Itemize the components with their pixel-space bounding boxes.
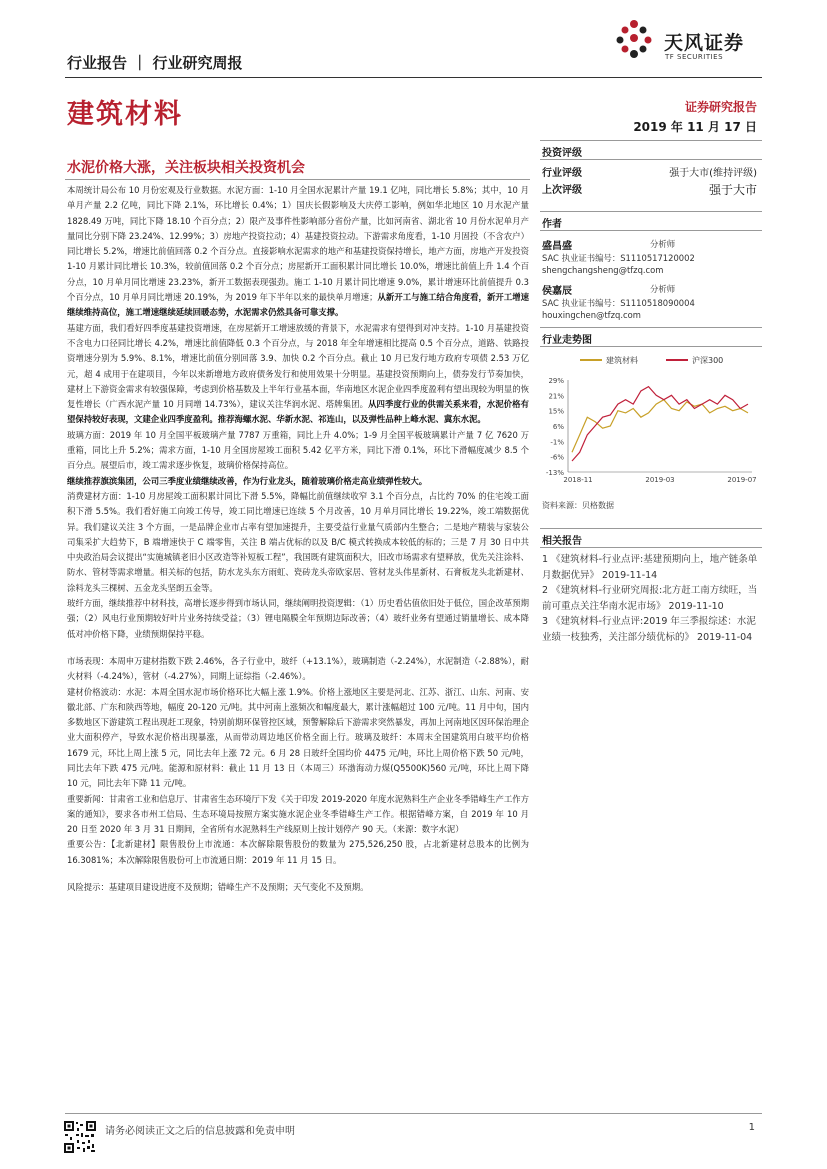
prev-rating-value: 强于大市 xyxy=(708,183,757,197)
disclaimer-link[interactable]: 请务必阅读正文之后的信息披露和免责申明 xyxy=(105,1126,295,1137)
brand-sub: TF SECURITIES xyxy=(665,53,724,61)
report-type: 证券研究报告 xyxy=(684,100,757,114)
related-report-link[interactable]: 3 《建筑材料-行业点评:2019 年三季报综述：水泥业绩一枝独秀，关注部分绩优标的》 2019-11-04 xyxy=(542,616,756,643)
related-report-link[interactable]: 1 《建筑材料-行业点评:基建预期向上，地产链条单月数据优异》 2019-11-14 xyxy=(542,554,758,581)
header-divider xyxy=(65,77,762,78)
y-tick-label: 15% xyxy=(548,407,564,416)
y-tick-label: 6% xyxy=(552,423,564,431)
body-paragraph: 建材价格波动：水泥：本周全国水泥市场价格环比大幅上涨 1.9%。价格上涨地区主要是河北、江苏、浙江、山东、河南、安徽北部、广东和陕西等地，幅度 20-120 元/吨。其中河南上涨频次和幅度最大，累计涨幅超过 100 元/吨。11 月中旬，国内多数地区下游建筑工程出现赶工现象，特别前期环保管控区域，预警解除后下游需求突然暴发，再加上河南地区因环保治理企业大面积停产，导致水泥价格出现暴涨，从而带动周边地区价格全面上行。玻璃及玻纤：本周末全国建筑用白玻平均价格 1679 元，环比上周上涨 5 元，同比去年上涨 72 元。6 月 28 日玻纤全国均价 4475 元/吨，环比上周价格下跌 50 元/吨，同比去年下跌 475 元/吨。能源和原材料：截止 11 月 13 日（本周三）环渤海动力煤(Q5500K)560 元/吨，环比上周下降 10 元，同比去年下降 11 元/吨。 xyxy=(67,686,529,789)
related-report-link[interactable]: 2 《建筑材料-行业研究周报:北方赶工南方续旺，当前可重点关注华南水泥市场》 2019-11-10 xyxy=(542,585,758,612)
body-paragraph: 重要新闻：甘肃省工业和信息厅、甘肃省生态环境厅下发《关于印发 2019-2020 年度水泥熟料生产企业冬季错峰生产工作方案的通知》，要求各市州工信局、生态环境局按照方案实施水泥企业冬季错峰生产工作。根据错峰方案，自 2019 年 10 月 20 日至 2020 年 3 月 31 日期间，全省所有水泥熟料生产线原则上按计划停产 90 天。（来源：数字水泥） xyxy=(67,793,529,835)
page-title: 建筑材料 xyxy=(67,99,183,130)
body-paragraph: 玻纤方面，继续推荐中材科技，高增长逐步得到市场认同，继续阐明投资逻辑：（1）历史看估值依旧处于低位，国企改革预期强；（2）风电行业预期较好叶片业务持续受益；（3）锂电隔膜全年预期边际改善；（4）玻纤业务有望通过销量增长、成本降低对冲价格下降，业绩预期保持平稳。 xyxy=(67,598,529,639)
headline: 水泥价格大涨，关注板块相关投资机会 xyxy=(67,160,305,176)
x-tick-label: 2019-07 xyxy=(727,476,757,484)
sidebar-divider xyxy=(540,230,762,231)
page-number: 1 xyxy=(748,1122,755,1133)
sidebar-divider xyxy=(540,528,762,529)
y-tick-label: 21% xyxy=(548,392,564,401)
x-tick-label: 2018-11 xyxy=(563,476,593,484)
rating-section-title: 投资评级 xyxy=(542,148,582,159)
legend-label: 建筑材料 xyxy=(606,356,638,365)
y-tick-label: -6% xyxy=(550,453,564,462)
author-email[interactable]: houxingchen@tfzq.com xyxy=(542,310,641,320)
footer-divider xyxy=(65,1113,762,1114)
x-tick-label: 2019-03 xyxy=(645,476,675,484)
related-section-title: 相关报告 xyxy=(542,536,582,547)
report-body xyxy=(67,183,529,895)
report-category: 行业报告 ｜ 行业研究周报 xyxy=(67,54,243,72)
sidebar-divider xyxy=(540,346,762,347)
industry-rating-value: 强于大市(维持评级) xyxy=(669,168,757,179)
y-tick-label: -13% xyxy=(545,469,564,477)
legend-label: 沪深300 xyxy=(692,356,724,365)
author-name: 盛昌盛 xyxy=(542,241,572,252)
authors-section-title: 作者 xyxy=(542,219,562,230)
brand-logo-icon xyxy=(612,18,656,62)
series-line xyxy=(572,400,748,453)
chart-source: 资料来源：贝格数据 xyxy=(542,501,614,510)
body-paragraph: 继续推荐旗滨集团，公司三季度业绩继续改善，作为行业龙头，随着玻璃价格走高业绩弹性较大。 xyxy=(67,475,428,486)
author-role: 分析师 xyxy=(650,239,676,249)
sidebar-divider xyxy=(540,211,762,212)
sidebar-divider xyxy=(540,159,762,160)
prev-rating-label: 上次评级 xyxy=(542,185,582,196)
risk-warning: 风险提示：基建项目建设进度不及预期；错峰生产不及预期；天气变化不及预期。 xyxy=(67,882,369,893)
body-paragraph: 基建方面，我们看好四季度基建投资增速，在房屋新开工增速放缓的背景下，水泥需求有望得到对冲支持。1-10 月基建投资不含电力口径同比增长 4.2%，增速比前值降低 0.3 个百分点，与 2018 年全年增速相比提高 0.5 个百分点，道路、铁路投资增速分别为 5.9%、8.1%，增速比前值分别回落 3.9、加快 0.2 个百分点。截止 10 月已发行地方政府专项债 2.53 万亿元，超 4 成用于在建项目，今年以来新增地方政府债务发行和使用效果十分明显。基建投资预期向上，债券发行节奏加快，建材上下游资金需求有较强保障，考虑到价格基数及上半年行业基本面，华南地区水泥企业四季度盈利有望出现较为明显的恢复性增长（广西水泥产量 10 月同增 14.73%），建议关注华润水泥、塔牌集团。从四季度行业的供需关系来看，水泥价格有望保持较好表现，文建企业四季度盈利。推荐海螺水泥、华新水泥、祁连山，以及弹性品种上峰水泥、冀东水泥。 xyxy=(67,322,529,425)
body-paragraph: 玻璃方面：2019 年 10 月全国平板玻璃产量 7787 万重箱，同比上升 4.0%；1-9 月全国平板玻璃累计产量 7 亿 7620 万重箱，同比上升 5.2%；需求方面，1-10 月全国房屋竣工面积 5.42 亿平方米，同比下滑 0.1%，环比下滑幅度减少 8.5 个百分点。展望后市，竣工需求逐步恢复，玻璃价格保持高位。 xyxy=(67,429,529,471)
report-date: 2019 年 11 月 17 日 xyxy=(633,120,757,134)
author-name: 侯嘉辰 xyxy=(542,286,572,297)
author-role: 分析师 xyxy=(650,284,676,294)
headline-divider xyxy=(65,179,530,180)
trend-section-title: 行业走势图 xyxy=(542,335,592,346)
trend-chart xyxy=(540,350,762,490)
author-cert: SAC 执业证书编号：S1110518090004 xyxy=(542,298,695,308)
y-tick-label: 29% xyxy=(548,377,564,385)
body-paragraph: 重要公告：【北新建材】限售股份上市流通：本次解除限售股份的数量为 275,526,250 股，占北新建材总股本的比例为 16.3081%；本次解除限售股份可上市流通日期：2019 年 11 月 15 日。 xyxy=(67,839,529,865)
industry-rating-label: 行业评级 xyxy=(542,168,582,179)
sidebar-divider xyxy=(540,140,762,141)
sidebar-divider xyxy=(540,547,762,548)
body-paragraph: 本周统计局公布 10 月份宏观及行业数据。水泥方面：1-10 月全国水泥累计产量 19.1 亿吨，同比增长 5.8%；其中，10 月单月产量 2.2 亿吨，同比下降 2.1%，环比增长 0.4%；1）国庆长假影响及大庆停工影响，例如华北地区 10 月水泥产量 1828.49 万吨，同比下降 18.10 个百分点；2）限产及事件性影响部分省份产量，比如河南省、湖北省 10 月份水泥单月产量同比分别下降 23.24%、12.99%；3）房地产投资拉动；4）基建投资拉动。下游需求角度看，1-10 月固投（不含农户）同比增长 5.2%，增速比前值回落 0.2 个百分点。直接影响水泥需求的地产和基建投资保持增长，地产方面，房地产开发投资 1-10 月累计同比增长 10.3%，较前值回落 0.2 个百分点；房屋新开工面积累计同比增长 10.0%，增速比前值上升 1.4 个百分点，10 月单月同比增速 23.23%，新开工数据表现强劲。施工 1-10 月累计同比增速 9.0%，累计增速环比前值提升 0.3 个百分点，10 月单月同比增速 20.19%，为 2019 年下半年以来的最快单月增速；从新开工与施工结合角度看，新开工增速继续维持高位，施工增速继续延续回暖态势，水泥需求仍然具备可靠支撑。 xyxy=(67,185,529,318)
author-email[interactable]: shengchangsheng@tfzq.com xyxy=(542,265,664,275)
author-cert: SAC 执业证书编号：S1110517120002 xyxy=(542,253,695,263)
y-tick-label: -1% xyxy=(550,438,564,447)
sidebar-divider xyxy=(540,327,762,328)
qr-code-icon xyxy=(63,1120,97,1154)
body-paragraph: 市场表现：本周申万建材指数下跌 2.46%，各子行业中，玻纤（+13.1%），玻璃制造（-2.24%），水泥制造（-2.88%），耐火材料（-4.24%），管材（-4.27%），同期上证综指（-2.46%）。 xyxy=(67,655,529,682)
related-list xyxy=(542,552,760,645)
brand-name: 天风证券 xyxy=(664,32,745,54)
body-paragraph: 消费建材方面：1-10 月房屋竣工面积累计同比下滑 5.5%，降幅比前值继续收窄 3.1 个百分点，占比约 70% 的住宅竣工面积下滑 5.5%。我们看好施工向竣工传导，竣工同比增速已连续 5 个月改善，10 月单月同比增长 19.22%，竣工端数据优异。我们建议关注 3 个方面，一是品牌企业市占率有望加速提升，主要受益行业量气质部内生整合；二是地产精装与家装公司集采扩大趋势下，B 端增速快于 C 端零售，关注 B 端占优标的以及 B/C 模式转换成本较低的标的；三是 7 月 30 日中共中央政治局会议提出“实施城镇老旧小区改造等补短板工程”，我国既有建筑面积大，旧改市场需求有望释放，优先关注涂料、防水、管材等需求增量。相关标的包括，防水龙头东方雨虹、瓷砖龙头帝欧家居、管材龙头伟星新材、石膏板龙头北新建材、涂料龙头三棵树、五金龙头坚朗五金等。 xyxy=(67,490,529,593)
